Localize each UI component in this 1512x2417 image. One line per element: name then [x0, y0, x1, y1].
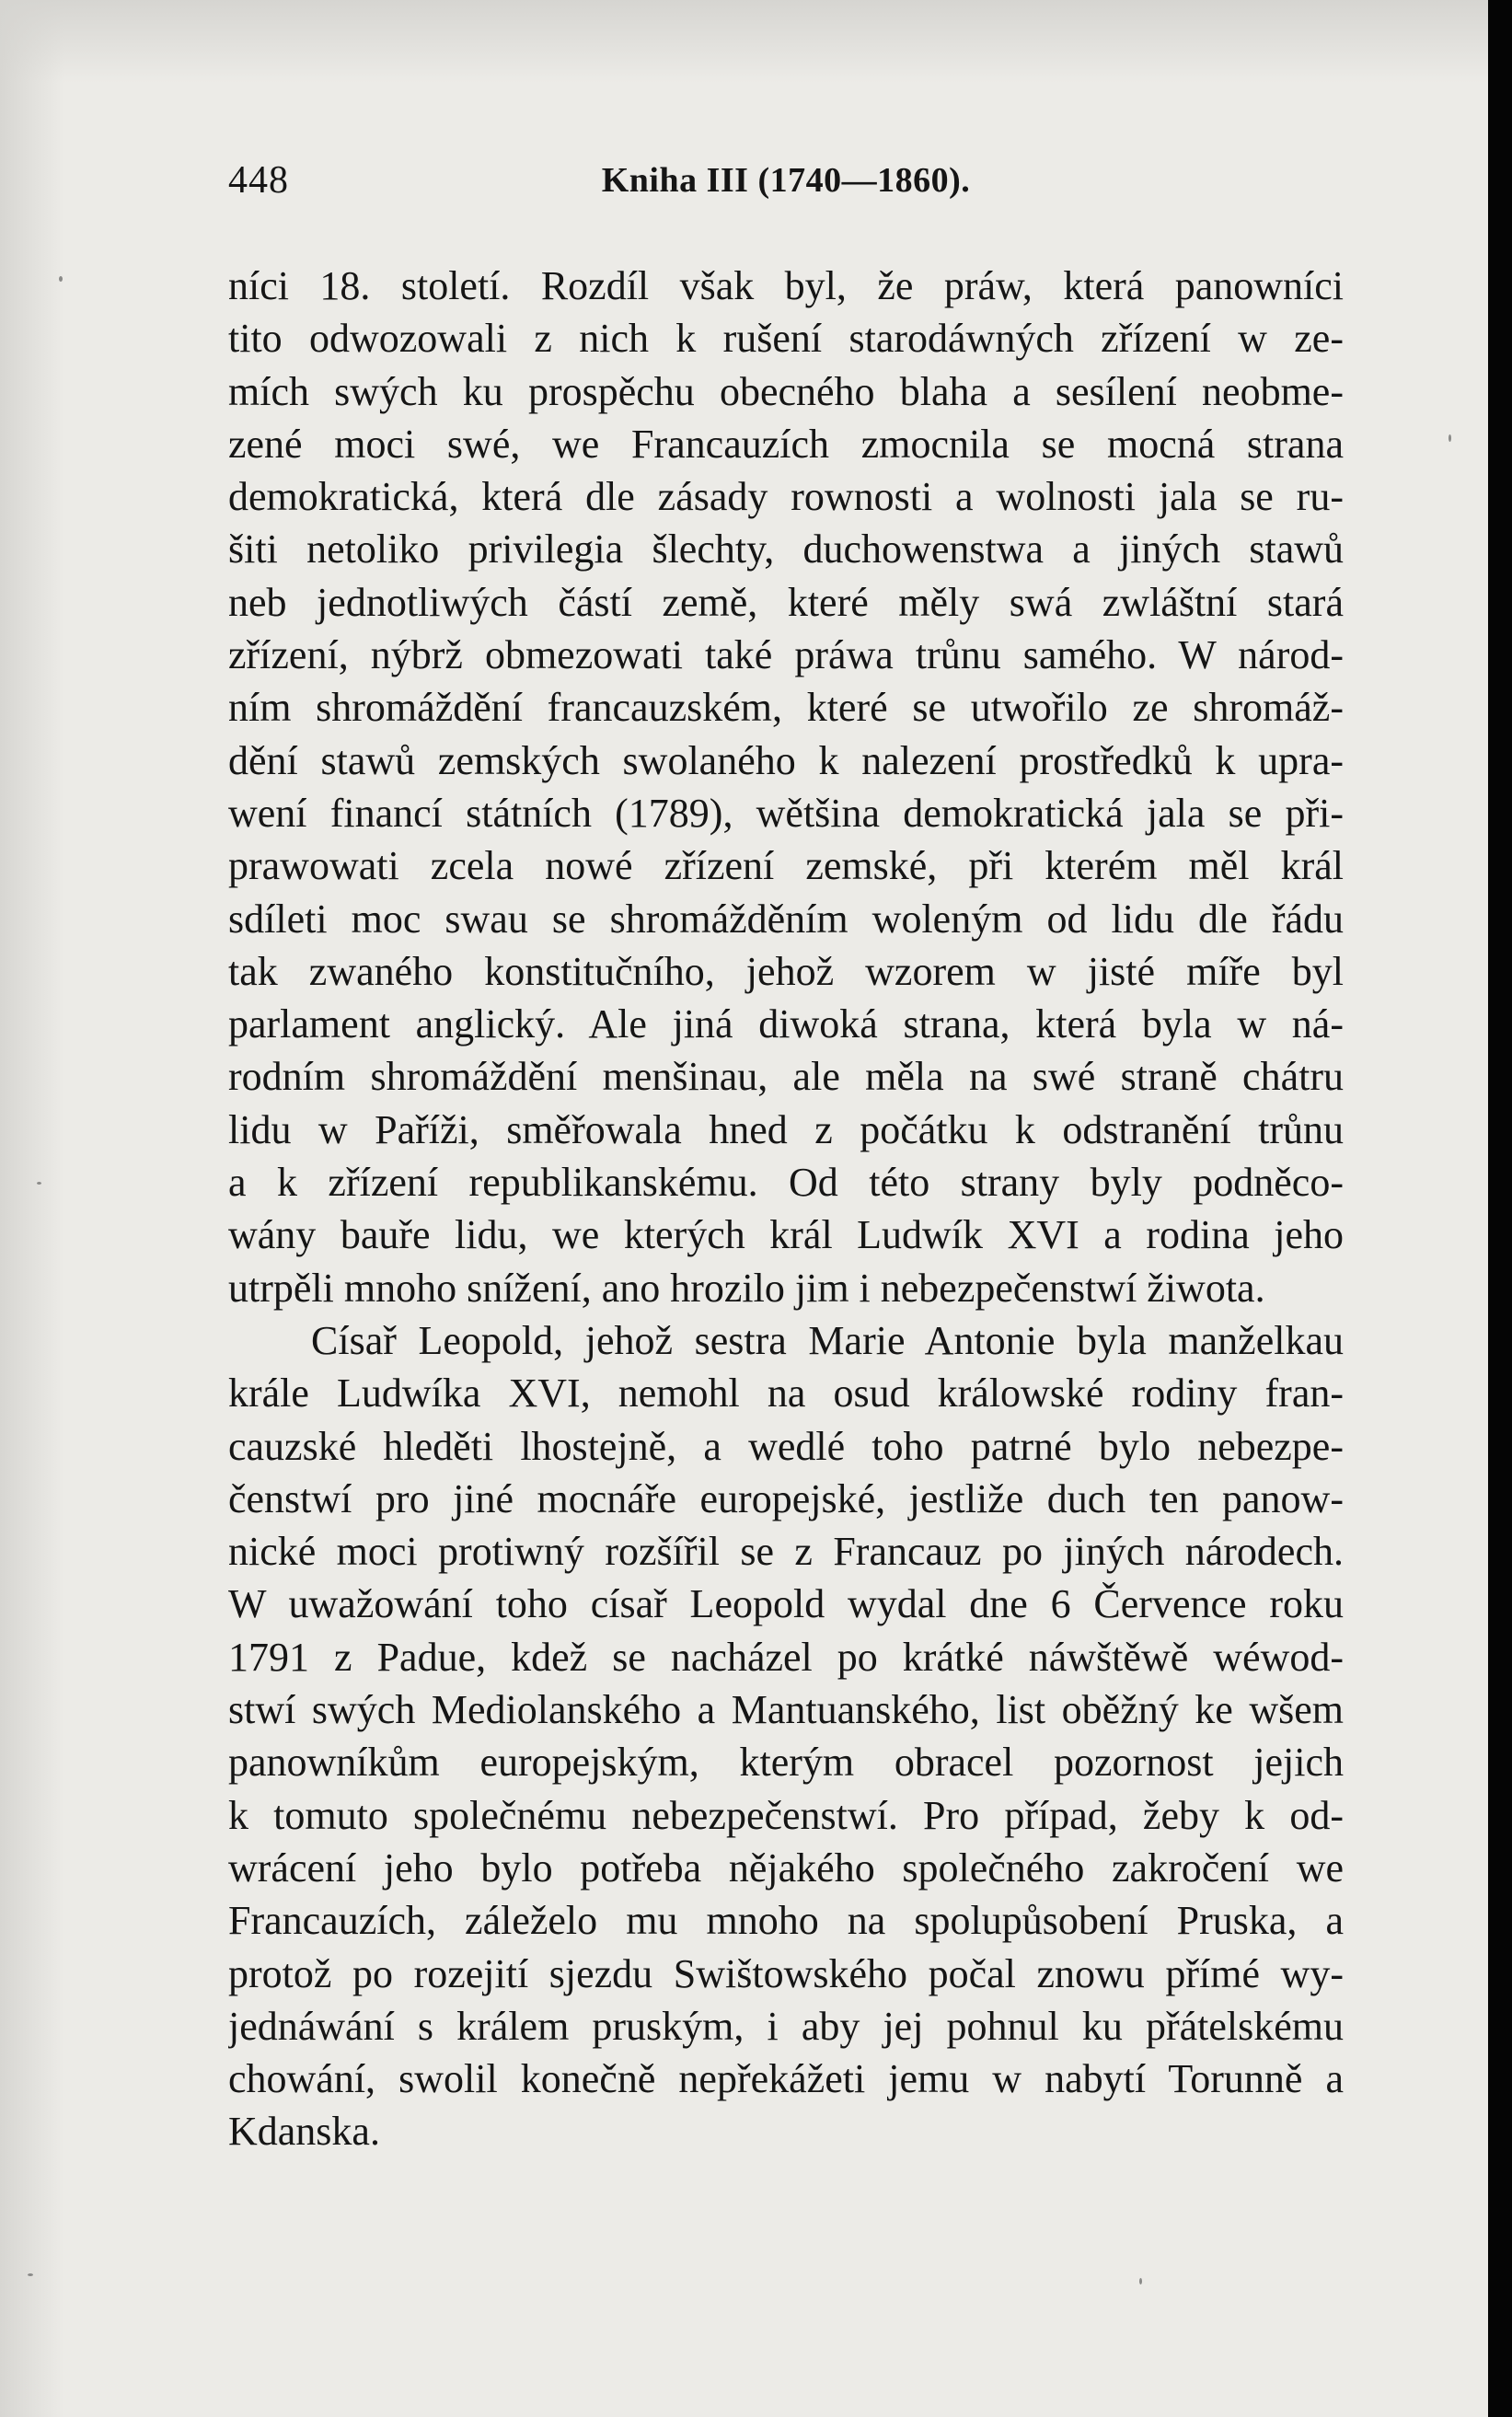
page-number: 448: [228, 159, 289, 202]
text-line: tito odwozowali z nich k rušení starodáwných zřízení w ze-: [228, 316, 1344, 362]
scan-speck: [28, 2273, 33, 2276]
paragraph-start-line: Císař Leopold, jehož sestra Marie Antonie byla manželkau: [311, 1317, 1344, 1363]
text-line: mích swých ku prospěchu obecného blaha a sesílení neobme-: [228, 368, 1344, 414]
text-line: cauzské hleděti lhostejně, a wedlé toho patrné bylo nebezpe-: [228, 1423, 1344, 1469]
text-line: prawowati zcela nowé zřízení zemské, při kterém měl král: [228, 843, 1344, 889]
running-title: Kniha III (1740—1860).: [601, 161, 971, 200]
text-line: 1791 z Padue, kdež se nacházel po krátké náwštěwě wéwod-: [228, 1634, 1344, 1680]
text-line: wrácení jeho bylo potřeba nějakého společného zakročení we: [228, 1845, 1344, 1891]
text-line: krále Ludwíka XVI, nemohl na osud králowské rodiny fran-: [228, 1370, 1344, 1417]
running-head: [228, 158, 1344, 223]
text-line: chowání, swolil konečně nepřekážeti jemu w nabytí Torunně a: [228, 2056, 1344, 2102]
scan-speck: [37, 1182, 41, 1185]
text-line: demokratická, která dle zásady rownosti a wolnosti jala se ru-: [228, 474, 1344, 520]
scan-speck: [1139, 2278, 1142, 2284]
text-line: panowníkům europejským, kterým obracel pozornost jejich: [228, 1740, 1344, 1786]
text-line: lidu w Paříži, směřowala hned z počátku k odstranění trůnu: [228, 1106, 1344, 1152]
text-line: stwí swých Mediolanského a Mantuanského, list oběžný ke wšem: [228, 1687, 1344, 1733]
text-line: zřízení, nýbrž obmezowati také práwa trůnu samého. W národ-: [228, 632, 1344, 678]
text-line: dění stawů zemských swolaného k nalezení prostředků k upra-: [228, 737, 1344, 783]
scan-speck: [1449, 434, 1451, 442]
text-line: čenstwí pro jiné mocnáře europejské, jestliže duch ten panow-: [228, 1475, 1344, 1521]
text-line: tak zwaného konstitučního, jehož wzorem w jisté míře byl: [228, 948, 1344, 994]
text-line: parlament anglický. Ale jiná diwoká strana, která byla w ná-: [228, 1001, 1344, 1047]
text-line: nické moci protiwný rozšířil se z Francauz po jiných národech.: [228, 1529, 1344, 1575]
text-line: šiti netoliko privilegia šlechty, duchowenstwa a jiných stawů: [228, 526, 1344, 572]
text-line: rodním shromáždění menšinau, ale měla na swé straně chátru: [228, 1054, 1344, 1100]
text-line: protož po rozejití sjezdu Swištowského počal znowu přímé wy-: [228, 1950, 1344, 1996]
page-shadow-top: [0, 0, 1512, 83]
body-text: [228, 260, 1344, 2158]
scan-border-right: [1488, 0, 1512, 2417]
text-line: níci 18. století. Rozdíl však byl, že práw, která panowníci: [228, 263, 1344, 308]
text-line: Francauzích, záleželo mu mnoho na spolupůsobení Pruska, a: [228, 1898, 1344, 1944]
text-line: neb jednotliwých částí země, které měly swá zwláštní stará: [228, 579, 1344, 625]
text-line: sdíleti moc swau se shromážděním woleným od lidu dle řádu: [228, 896, 1344, 942]
text-line: W uwažowání toho císař Leopold wydal dne 6 Července roku: [228, 1581, 1344, 1627]
paragraph-end-line: Kdanska.: [228, 2109, 380, 2155]
text-line: ním shromáždění francauzském, které se utwořilo ze shromáž-: [228, 685, 1344, 731]
text-line: zené moci swé, we Francauzích zmocnila se mocná strana: [228, 421, 1344, 467]
page-shadow-left: [0, 0, 64, 2417]
text-line: jednáwání s králem pruským, i aby jej pohnul ku přátelskému: [228, 2003, 1344, 2049]
text-line: wení financí státních (1789), wětšina demokratická jala se při-: [228, 790, 1344, 836]
scan-speck: [59, 276, 63, 282]
text-line: a k zřízení republikanskému. Od této strany byly podněco-: [228, 1160, 1344, 1206]
text-line: k tomuto společnému nebezpečenstwí. Pro případ, žeby k od-: [228, 1792, 1344, 1838]
paragraph-end-line: utrpěli mnoho snížení, ano hrozilo jim i nebezpečenstwí žiwota.: [228, 1265, 1265, 1311]
text-line: wány bauře lidu, we kterých král Ludwík XVI a rodina jeho: [228, 1212, 1344, 1258]
